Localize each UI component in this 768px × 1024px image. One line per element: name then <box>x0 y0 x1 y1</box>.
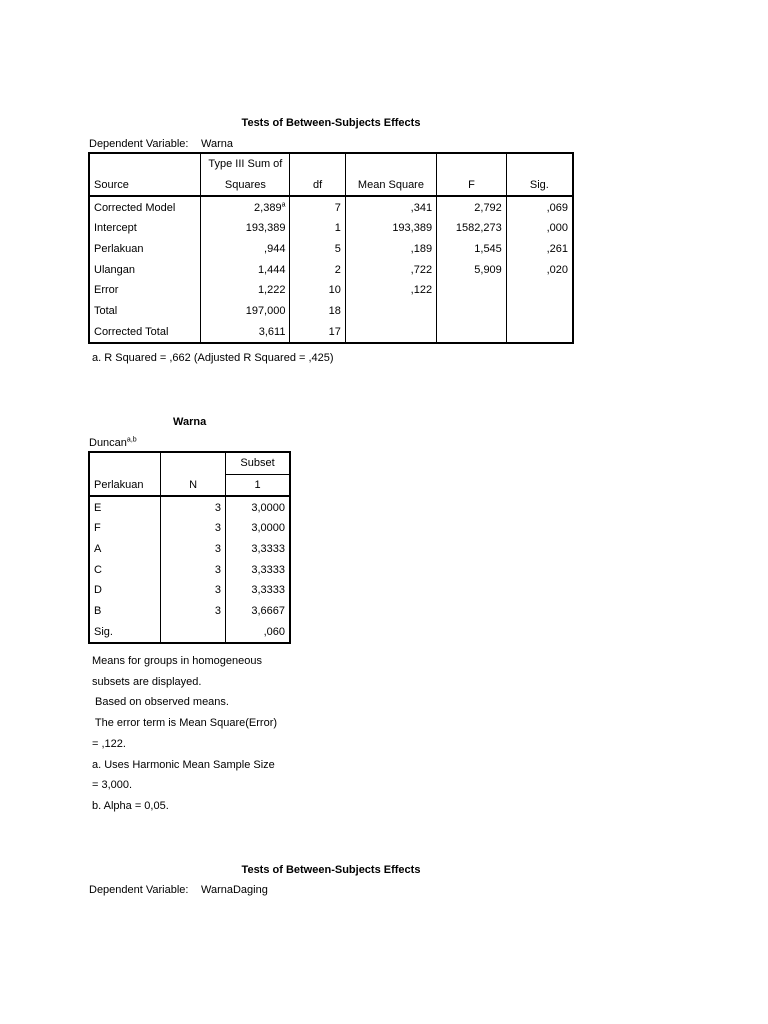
anova1-footnote: a. R Squared = ,662 (Adjusted R Squared = ,425) <box>92 352 334 364</box>
anova2-dependent-variable-label: Dependent Variable: <box>89 884 189 896</box>
source-cell: Corrected Total <box>89 322 201 344</box>
n-cell: 3 <box>161 601 226 622</box>
sum-of-squares-cell: ,944 <box>201 239 290 260</box>
duncan-note-line: b. Alpha = 0,05. <box>92 799 169 812</box>
mean-square-cell <box>345 322 436 344</box>
mean-cell: 3,3333 <box>251 563 285 576</box>
df-cell: 1 <box>290 218 345 239</box>
mean-square-cell: 193,389 <box>345 218 436 239</box>
mean-cell: 3,3333 <box>251 584 285 597</box>
anova2-title: Tests of Between-Subjects Effects <box>241 864 421 876</box>
sum-of-squares-cell: 1,444 <box>201 259 290 280</box>
duncan-note-line: = ,122. <box>92 737 126 750</box>
duncan-header-subset: Subset <box>226 452 291 474</box>
table-row <box>89 280 573 301</box>
anova1-header-ss-line2: Squares <box>201 175 290 197</box>
sig-cell: ,020 <box>546 263 568 276</box>
group-cell: E <box>89 496 161 518</box>
f-cell: 1582,273 <box>437 218 507 239</box>
group-cell: F <box>89 518 161 539</box>
sig-cell: ,261 <box>546 243 568 256</box>
table-row <box>89 322 573 344</box>
mean-cell: 3,6667 <box>251 605 285 618</box>
anova1-header-source-top <box>89 153 201 175</box>
n-cell: 3 <box>161 518 226 539</box>
f-cell: 1,545 <box>437 239 507 260</box>
duncan-table <box>88 451 291 644</box>
table-row <box>89 559 290 580</box>
mean-cell: 3,0000 <box>251 501 285 514</box>
table-row <box>89 601 290 622</box>
df-cell: 5 <box>290 239 345 260</box>
group-cell: D <box>89 580 161 601</box>
duncan-note-line: = 3,000. <box>92 779 133 792</box>
f-cell: 5,909 <box>437 259 507 280</box>
source-cell: Intercept <box>89 218 201 239</box>
mean-square-cell: ,122 <box>345 280 436 301</box>
sig-cell <box>506 280 573 301</box>
duncan-title: Warna <box>173 416 207 428</box>
mean-cell: 3,0000 <box>251 522 285 535</box>
table-row <box>89 539 290 560</box>
f-cell <box>437 301 507 322</box>
f-cell <box>437 322 507 344</box>
anova1-header-sig: Sig. <box>506 175 573 197</box>
duncan-method-label: Duncan$^{a,b}$ <box>89 436 137 449</box>
anova1-header-mean-square: Mean Square <box>345 175 436 197</box>
anova1-header-source: Source <box>89 175 201 197</box>
duncan-sig-value: ,060 <box>263 625 285 638</box>
df-cell: 2 <box>290 259 345 280</box>
table-row <box>89 259 573 280</box>
duncan-note-line: Based on observed means. <box>92 696 229 709</box>
table-row <box>89 218 573 239</box>
source-cell: Perlakuan <box>89 239 201 260</box>
duncan-note-line: Means for groups in homogeneous <box>92 655 262 667</box>
sum-of-squares-cell: 1,222 <box>201 280 290 301</box>
table-row <box>89 239 573 260</box>
sig-cell: ,069 <box>546 201 568 214</box>
sig-cell: ,000 <box>546 222 568 235</box>
mean-square-cell: ,722 <box>345 259 436 280</box>
table-row <box>89 301 573 322</box>
mean-square-cell: ,189 <box>345 239 436 260</box>
table-row <box>89 580 290 601</box>
anova1-dependent-variable-label: Dependent Variable: <box>89 138 189 150</box>
source-cell: Total <box>89 301 201 322</box>
duncan-header-subset-number: 1 <box>226 474 291 496</box>
df-cell: 7 <box>290 196 345 218</box>
sum-of-squares-cell: 197,000 <box>201 301 290 322</box>
duncan-note-line: a. Uses Harmonic Mean Sample Size <box>92 758 275 771</box>
table-row <box>89 518 290 539</box>
n-cell: 3 <box>161 496 226 518</box>
sig-cell <box>506 301 573 322</box>
df-cell: 18 <box>290 301 345 322</box>
source-cell: Error <box>89 280 201 301</box>
anova1-title: Tests of Between-Subjects Effects <box>241 117 421 129</box>
sig-cell <box>506 322 573 344</box>
duncan-method-superscript: a,b <box>126 436 137 444</box>
source-cell: Ulangan <box>89 259 201 280</box>
f-cell: 2,792 <box>437 196 507 218</box>
n-cell: 3 <box>161 559 226 580</box>
sum-of-squares-cell: 3,611 <box>201 322 290 344</box>
mean-square-cell: ,341 <box>345 196 436 218</box>
f-cell <box>437 280 507 301</box>
duncan-header-perlakuan: Perlakuan <box>89 474 161 496</box>
table-row <box>89 196 573 218</box>
n-cell: 3 <box>161 539 226 560</box>
n-cell: 3 <box>161 580 226 601</box>
mean-cell: 3,3333 <box>251 543 285 556</box>
table-row <box>89 496 290 518</box>
anova1-header-df: df <box>290 175 345 197</box>
duncan-sig-label: Sig. <box>89 622 161 644</box>
sum-of-squares-cell: 193,389 <box>201 218 290 239</box>
group-cell: C <box>89 559 161 580</box>
anova1-dependent-variable-value: Warna <box>201 138 233 150</box>
anova1-table <box>88 152 574 344</box>
group-cell: B <box>89 601 161 622</box>
sum-of-squares-cell: 2,389$^a$ <box>201 196 290 218</box>
duncan-note-line: The error term is Mean Square(Error) <box>92 717 278 730</box>
duncan-header-n: N <box>161 474 226 496</box>
anova2-dependent-variable-value: WarnaDaging <box>201 884 268 896</box>
anova1-header-ss-line1: Type III Sum of <box>201 153 290 175</box>
mean-square-cell <box>345 301 436 322</box>
source-cell: Corrected Model <box>89 196 201 218</box>
anova1-header-f: F <box>437 175 507 197</box>
group-cell: A <box>89 539 161 560</box>
df-cell: 10 <box>290 280 345 301</box>
df-cell: 17 <box>290 322 345 344</box>
duncan-note-line: subsets are displayed. <box>92 675 202 688</box>
